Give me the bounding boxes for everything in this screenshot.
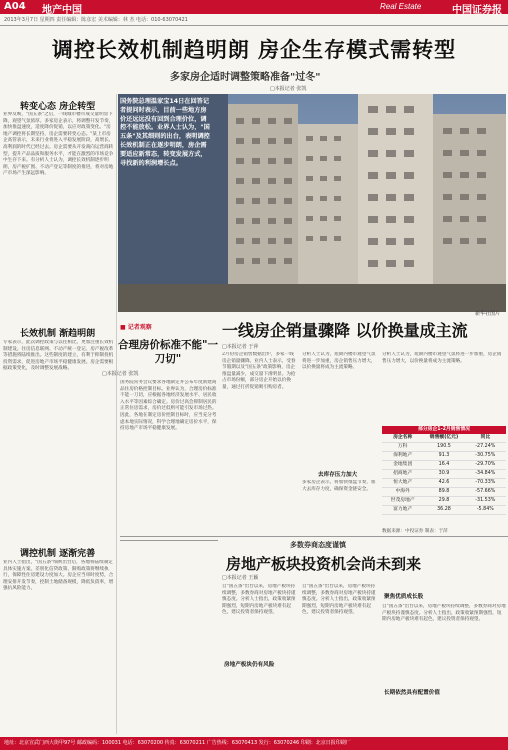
table-header-row <box>382 434 506 443</box>
article-headline: 一线房企销量骤降 以价换量成主流 <box>222 321 468 340</box>
table-cell: 恒大地产 <box>393 480 413 485</box>
article-text: 专家表示，此次调控政策与以往相比，更加注重长效机制建设。住房信息联网、不动产统一登记、房产税改革等措施将陆续推出。这些制度的建立，有利于抑制投机投资需求，促进房地产市场平稳健康发展。房企需要根据政策变化，及时调整发展战略。 <box>3 340 114 372</box>
table-source: 数据来源：中投证券 制表：于萍 <box>382 529 448 534</box>
pull-quote: 国务院总理温家宝14日在回答记者提问时表示，目前一些地方房价还远远没有回到合理价位，调控不能放松。业界人士认为，"国五条"及其细则的出台，表明调控长效机制正在逐步明朗，房企需要适应新常态，转变发展方式，寻找新的利润增长点。 <box>120 98 210 167</box>
sales-table <box>382 426 506 515</box>
table-cell: -57.66% <box>475 489 496 494</box>
table-cell: 36.28 <box>437 507 451 512</box>
table-cell: 16.4 <box>438 462 450 467</box>
article-headline: 房地产板块投资机会尚未到来 <box>226 555 422 573</box>
section-subtitle: 房地产板块仍有风险 <box>224 662 275 668</box>
table-cell: -31.53% <box>475 498 496 503</box>
table-cell: -5.84% <box>476 507 494 512</box>
byline: □本报记者 于萍 <box>222 344 259 350</box>
article-text: 分析人士认为，短期内楼市观望气氛将进一步加重，房企销售压力增大，以价换量将成为主流策略。 <box>382 352 502 364</box>
table-cell: 金地集团 <box>393 462 413 467</box>
table-row <box>382 452 506 461</box>
divider <box>120 540 218 541</box>
table-cell: 190.5 <box>437 444 451 449</box>
divider <box>120 536 508 537</box>
article-text: 业界反映，"国五条"之后，一线城市楼市成交量明显下降，观望气氛浓厚。多家房企表示，将调整开发节奏，加快推盘速度，适度降价促销，以应对政策变化。"房地产调控将长期坚持，房企需要转变心态。"某上市房企高管表示，未来行业将进入平稳发展阶段，高增长、高利润的时代已经过去。房企需要从开发商向运营商转型，提升产品品质和服务水平，才能在激烈的市场竞争中生存下来。有分析人士认为，调控长效机制逐步明朗，房产税扩围、不动产登记等制度的推进，将对房地产市场产生深远影响。 <box>3 112 114 177</box>
section-name: 地产中国 <box>42 5 82 16</box>
column-header: 同比 <box>480 435 491 440</box>
section-subtitle: 去库存压力加大 <box>318 472 358 478</box>
table-cell: -70.33% <box>475 480 496 485</box>
table-cell: 世茂房地产 <box>390 498 415 503</box>
table-row <box>382 443 506 452</box>
article-text: 自"国五条"出台以来，房地产板块持续调整，多数券商对房地产板块持谨慎态度。分析人士指出，政策收紧预期强烈，短期内房地产板块难有起色，建议投资者保持观望。 <box>222 584 296 616</box>
table-cell: 29.8 <box>438 498 450 503</box>
photo-caption: 新华社图片 <box>475 311 501 317</box>
page-number: A04 <box>4 1 26 12</box>
table-cell: 30.9 <box>438 471 450 476</box>
column-divider <box>116 94 117 734</box>
table-cell: 89.8 <box>438 489 450 494</box>
byline: □本报记者 张凯 <box>102 371 139 377</box>
dateline: 2013年3月7日 星期四 责任编辑：陈彦宏 美术编辑：林 杰 电话：010-63070421 <box>4 17 188 23</box>
byline: □本报记者 王颖 <box>222 575 259 581</box>
table-cell: -30.75% <box>475 453 496 458</box>
main-headline: 调控长效机制趋明朗 房企生存模式需转型 <box>51 38 457 62</box>
footer-bar: 地址：北京宣武门西大街甲97号 邮政编码：100031 电话：63070200 传真：63070211 广告热线：63070413 发行：63070246 印刷：北京日报印刷厂 <box>0 737 508 750</box>
article-text: 自"国五条"出台以来，房地产板块持续调整，多数券商对房地产板块持谨慎态度。分析人士指出，政策收紧预期强烈，短期内房地产板块难有起色，建议投资者保持观望。 <box>302 584 376 616</box>
section-title: 转变心态 房企转型 <box>20 102 96 112</box>
article-text: 多家房企表示，将加快推盘节奏，加大去库存力度，确保资金链安全。 <box>302 480 376 492</box>
table-row <box>382 497 506 506</box>
table-row <box>382 470 506 479</box>
column-marker: ■ 记者观察 <box>120 324 152 331</box>
section-subtitle: 长期依然具有配置价值 <box>384 690 440 696</box>
column-header: 房企名称 <box>393 435 413 440</box>
table-cell: -34.84% <box>475 471 496 476</box>
table-cell: 保利地产 <box>393 453 413 458</box>
section-title: 长效机制 渐趋明朗 <box>20 329 96 339</box>
section-title: 调控机制 逐渐完善 <box>20 549 96 559</box>
table-cell: 中海外 <box>395 489 410 494</box>
article-text: 2月份房企销售数据出炉，多家一线房企销量骤降。业内人士表示，受春节假期以及"国五条"政策影响，房企推盘量减少，成交量下滑明显。为抢占市场份额，部分房企开始以价换量，通过打折促销吸引购房者。 <box>222 352 296 390</box>
commentary-text: 国务院常务会议要求各地制定并公布年度新建商品住房价格控制目标。业界认为，合理房价标准不能一刀切，应根据各地经济发展水平、居民收入水平等因素综合确定。房价过高会抑制居民的正常住房需求，房价过低则可能引发市场过热。因此，各地在制定房价控制目标时，应当充分考虑本地实际情况，科学合理地确定房价水平，保持房地产市场平稳健康发展。 <box>120 380 217 432</box>
table-cell: 万科 <box>397 444 408 449</box>
divider <box>0 25 508 26</box>
table-row <box>382 488 506 497</box>
table-cell: 91.3 <box>438 453 450 458</box>
table-cell: 富力地产 <box>393 507 413 512</box>
newspaper-brand: 中国证券报 <box>452 5 502 16</box>
table-row <box>382 479 506 488</box>
main-subhead: 多家房企适时调整策略准备"过冬" <box>170 72 321 83</box>
table-cell: 42.6 <box>438 480 450 485</box>
section-subtitle: 聚焦优质成长股 <box>384 594 424 600</box>
table-title: 部分房企1-2月销售情况 <box>382 426 506 434</box>
byline: □本报记者 张凯 <box>270 86 307 92</box>
table-row <box>382 506 506 515</box>
column-header: 销售额(亿元) <box>429 435 459 440</box>
section-name-en: Real Estate <box>380 2 422 11</box>
commentary-title: 合理房价标准不能"一刀切" <box>118 339 218 365</box>
table-cell: 招商地产 <box>393 471 413 476</box>
article-text: 分析人士认为，短期内楼市观望气氛将进一步加重，房企销售压力增大，以价换量将成为主流策略。 <box>302 352 376 371</box>
table-cell: -29.70% <box>475 462 496 467</box>
table-cell: -27.24% <box>475 444 496 449</box>
article-kicker: 多数券商态度谨慎 <box>290 541 346 549</box>
article-text: 业内人士指出，"国五条"细则出台后，各地将陆续制定具体实施方案。差别化信贷政策、限购政策将继续执行，保障性住房建设力度加大。房企应当审时度势，合理安排开发节奏，控制土地储备规模，降低负债率，增强抗风险能力。 <box>3 560 114 592</box>
article-text: 自"国五条"出台以来，房地产板块持续调整，多数券商对房地产板块持谨慎态度。分析人士指出，政策收紧预期强烈，短期内房地产板块难有起色，建议投资者保持观望。 <box>382 604 506 623</box>
table-row <box>382 461 506 470</box>
